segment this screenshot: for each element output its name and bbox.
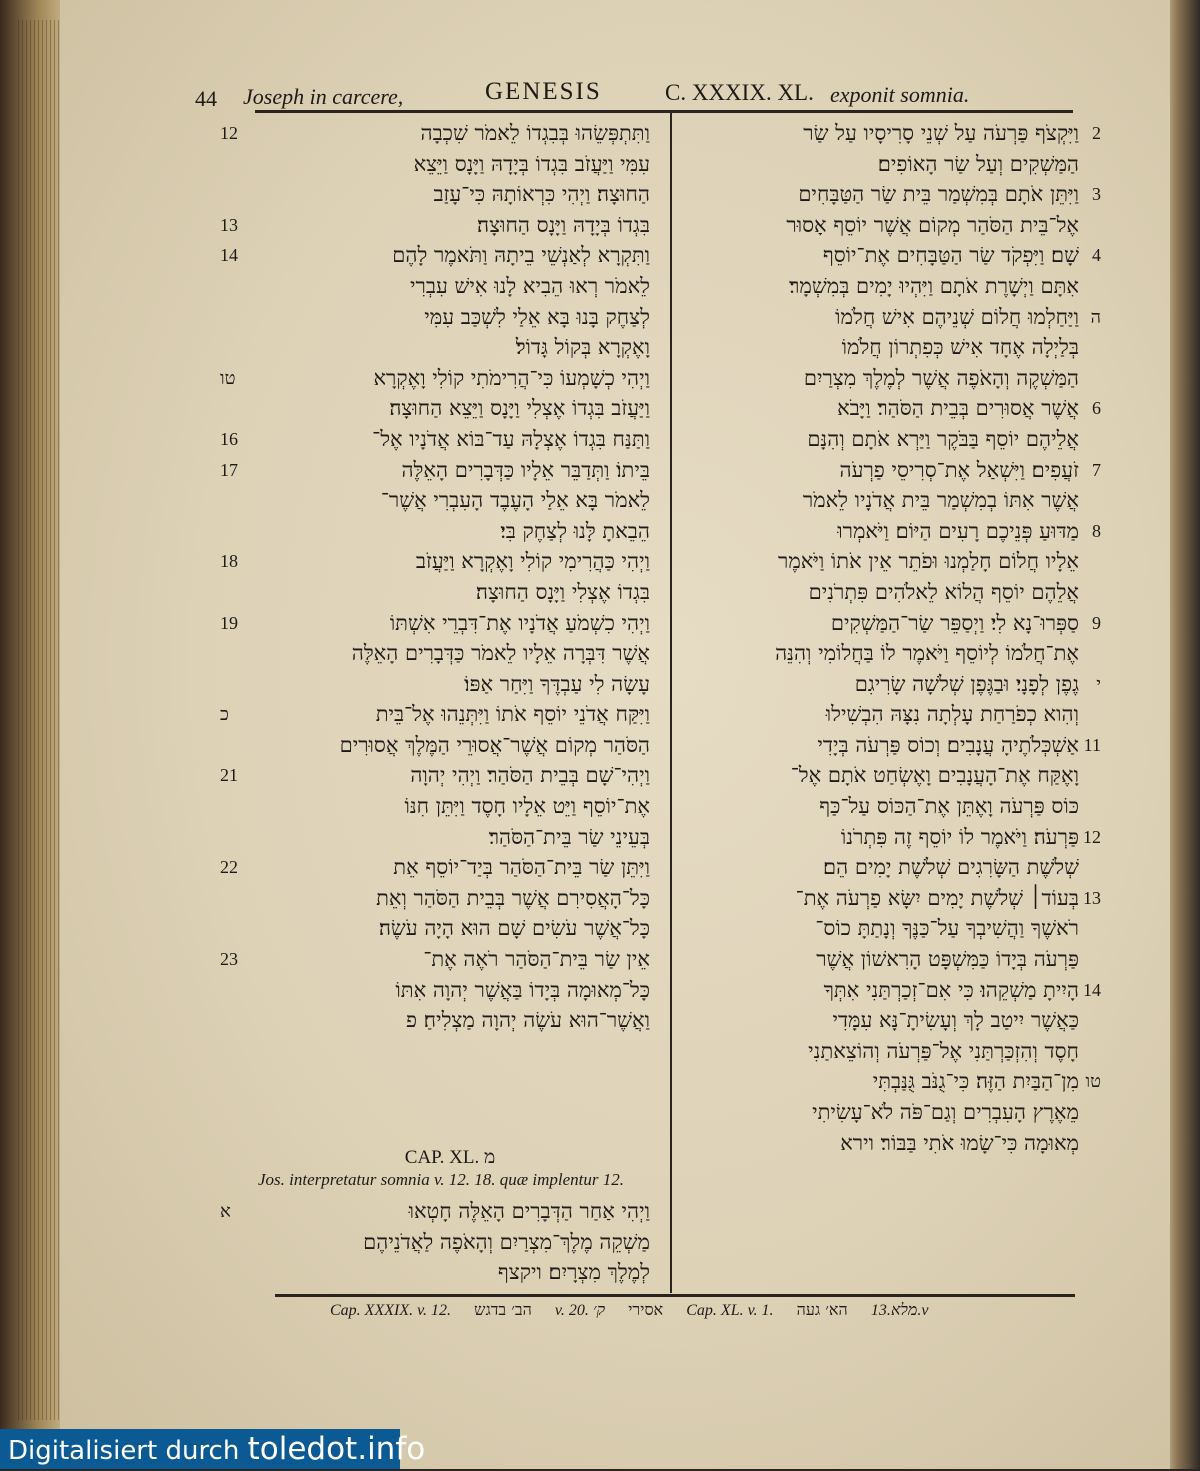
- text-line: [220, 852, 650, 883]
- verse-number: 8: [1092, 520, 1101, 541]
- text-line: [683, 883, 1101, 914]
- hebrew-text: וַיְהִי אַחַר הַדְּבָרִים הָאֵלֶּה חָטְאוּ: [408, 1199, 650, 1223]
- hebrew-text: וַיְהִי כַּהֲרִימִי קוֹלִי וָאֶקְרָא וַיַּעֲזֹב: [415, 549, 650, 574]
- text-line: [250, 669, 650, 700]
- text-line: [220, 118, 650, 149]
- text-line: [220, 1196, 650, 1227]
- verse-number: 7: [1092, 459, 1101, 480]
- text-line: [220, 455, 650, 486]
- running-header: [195, 74, 1035, 111]
- hebrew-text: וַתַּנַּח בִּגְדוֹ אֶצְלָהּ עַד־בּוֹא אֲדֹנָיו אֶל־: [372, 426, 650, 451]
- text-line: [683, 760, 1079, 791]
- hebrew-text: חָסֶד וְהִזְכַּרְתַּנִי אֶל־פַּרְעֹה וְהוֹצֵאתַנִי: [808, 1038, 1079, 1063]
- text-line: [683, 210, 1079, 241]
- footer-rule: [275, 1294, 1075, 1297]
- text-line: [683, 638, 1079, 669]
- watermark-site: toledot.info: [247, 1431, 426, 1467]
- text-line: [220, 424, 650, 455]
- verse-number: 22: [220, 857, 238, 878]
- digitization-watermark: [0, 1429, 426, 1469]
- verse-number: א: [220, 1201, 231, 1221]
- verse-number: 2: [1092, 123, 1101, 143]
- text-line: [683, 791, 1079, 822]
- text-line: [220, 240, 650, 271]
- hebrew-text: מֵאֶרֶץ הָעִבְרִים וְגַם־פֹּה לֹא־עָשִׂיתִי: [812, 1100, 1079, 1124]
- note-text: מלא.13.v: [870, 1302, 929, 1319]
- text-line: [683, 699, 1079, 730]
- verse-number: י: [1096, 673, 1101, 694]
- text-line: [220, 699, 650, 730]
- hebrew-text: אֶת־יוֹסֵף וַיֵּט אֵלָיו חָסֶד וַיִּתֵּן חִנּוֹ: [404, 794, 650, 819]
- text-line: [250, 577, 650, 608]
- text-line: [683, 240, 1101, 271]
- verse-number: 19: [220, 612, 238, 633]
- hebrew-text: אֲשֶׁר דִּבְּרָה אֵלָיו לֵאמֹר כַּדְּבָרִים הָאֵלֶּה: [351, 641, 650, 666]
- hebrew-text: וַיִּקַּח אֲדֹנֵי יוֹסֵף אֹתוֹ וַיִּתְּנֵהוּ אֶל־בֵּית: [375, 702, 650, 727]
- text-line: [683, 577, 1079, 608]
- verse-number: כ: [220, 704, 229, 725]
- hebrew-text: כּוֹס פַּרְעֹה וָאֶתֵּן אֶת־הַכּוֹס עַל־כַּף: [819, 794, 1079, 819]
- text-line: [683, 149, 1079, 180]
- verse-number: טו: [220, 367, 236, 388]
- text-line: [683, 669, 1101, 700]
- text-line: [250, 332, 650, 363]
- text-line: [683, 1005, 1079, 1036]
- hebrew-text: וַיַּחַלְמוּ חֲלוֹם שְׁנֵיהֶם אִישׁ חֲלֹמוֹ: [835, 304, 1079, 329]
- hebrew-text: סַפְּרוּ־נָא לִי׃ וַיְסַפֵּר שַׂר־הַמַּשְׁקִים: [830, 610, 1079, 635]
- verse-number: 23: [220, 949, 238, 970]
- text-line: [220, 210, 650, 241]
- verse-number: 12: [220, 123, 238, 143]
- hebrew-text: אֲשֶׁר אֲסוּרִים בְּבֵית הַסֹּהַר׃ וַיָּבֹא: [837, 396, 1079, 421]
- text-line: [683, 455, 1101, 486]
- text-line: [683, 332, 1079, 363]
- hebrew-text: וַיְהִי כְשָׁמְעוֹ כִּי־הֲרִימֹתִי קוֹלִי וָאֶקְרָא: [373, 365, 650, 390]
- right-running-title: exponit somnia.: [830, 82, 970, 107]
- text-line: [220, 944, 650, 975]
- hebrew-text: וַיְהִי כִשְׁמֹעַ אֲדֹנָיו אֶת־דִּבְרֵי אִשְׁתּוֹ: [389, 610, 650, 635]
- header-rule: [255, 110, 1073, 113]
- text-line: [683, 1097, 1079, 1128]
- right-text-column: [683, 118, 1101, 1293]
- hebrew-text: אֲלֵהֶם יוֹסֵף הֲלוֹא לֵאלֹהִים פִּתְרֹנִים: [808, 579, 1079, 604]
- text-line: [250, 1005, 650, 1036]
- hebrew-text: זֹעֲפִים׃ וַיִּשְׁאַל אֶת־סְרִיסֵי פַרְעֹה: [839, 457, 1079, 482]
- hebrew-text: כַּאֲשֶׁר יִיטַב לָךְ וְעָשִׂיתָ־נָּא עִמָּדִי: [832, 1008, 1079, 1033]
- hebrew-text: הַחוּצָה׃ וַיְהִי כִּרְאוֹתָהּ כִּי־עָזַב: [433, 182, 650, 207]
- verse-number: 6: [1092, 398, 1101, 419]
- hebrew-text: הַמַּשְׁקִים וְעַל שַׂר הָאוֹפִים׃: [877, 151, 1079, 176]
- verse-number: 13: [220, 214, 238, 235]
- text-line: [250, 302, 650, 333]
- left-running-title: Joseph in carcere,: [243, 84, 404, 109]
- chapter-range: C. XXXIX. XL.: [665, 80, 814, 105]
- hebrew-text: וַיִּקְצֹף פַּרְעֹה עַל שְׁנֵי סָרִיסָיו עַל שַׂר: [803, 121, 1079, 145]
- text-line: [683, 271, 1079, 302]
- hebrew-text: הַסֹּהַר מְקוֹם אֲשֶׁר־אֲסוּרֵי הַמֶּלֶךְ אֲסוּרִים: [339, 732, 650, 757]
- hebrew-text: מִן־הַבַּיִת הַזֶּה׃ כִּי־גֻנֹּב גֻּנַּבְתִּי: [872, 1069, 1079, 1094]
- text-line: [683, 1066, 1101, 1097]
- note-text: אסירי: [628, 1300, 664, 1319]
- hebrew-text: לְצַחֶק בָּנוּ בָּא אֵלַי לִשְׁכַּב עִמִּי: [424, 304, 650, 329]
- hebrew-text: אֵין שַׂר בֵּית־הַסֹּהַר רֹאֶה אֶת־: [423, 947, 650, 972]
- text-line: [683, 1036, 1079, 1067]
- hebrew-text: בְּעֵינֵי שַׂר בֵּית־הַסֹּהַר׃: [488, 824, 650, 849]
- hebrew-text: אֲשֶׁר אִתּוֹ בְמִשְׁמַר בֵּית אֲדֹנָיו לֵאמֹר: [802, 488, 1079, 513]
- text-line: [683, 118, 1101, 149]
- text-line: [250, 1227, 650, 1258]
- text-line: [250, 179, 650, 210]
- text-line: [220, 546, 650, 577]
- hebrew-text: מַדּוּעַ פְּנֵיכֶם רָעִים הַיּוֹם׃ וַיֹּאמְרוּ: [837, 518, 1079, 543]
- hebrew-text: וַיְהִי־שָׁם בְּבֵית הַסֹּהַר׃ וַיְהִי יְהוָה: [410, 763, 650, 788]
- verse-number: 11: [1083, 734, 1101, 755]
- column-divider: [670, 113, 672, 1293]
- hebrew-text: כָּל־אֲשֶׁר עֹשִׂים שָׁם הוּא הָיָה עֹשֶׂה׃: [378, 916, 650, 941]
- hebrew-text: אֶת־חֲלֹמוֹ לְיוֹסֵף וַיֹּאמֶר לוֹ בַּחֲלוֹמִי וְהִנֵּה: [775, 641, 1079, 666]
- book-cover-edge: [1166, 0, 1200, 1469]
- verse-number: 3: [1092, 184, 1101, 205]
- hebrew-text: שְׁלֹשֶׁת הַשָּׂרִגִים שְׁלֹשֶׁת יָמִים הֵם׃: [823, 855, 1079, 880]
- chapter-summary: Jos. interpretatur somnia v. 12. 18. quæ implentur 12.: [258, 1170, 624, 1189]
- hebrew-text: רֹאשֶׁךָ וַהֲשִׁיבְךָ עַל־כַּנֶּךָ וְנָתַתָּ כוֹס־: [815, 916, 1079, 941]
- hebrew-text: הָיִיתָ מַשְׁקֵהוּ׃ כִּי אִם־זְכַרְתַּנִי אִתְּךָ: [823, 977, 1079, 1002]
- hebrew-text: אֲלֵיהֶם יוֹסֵף בַּבֹּקֶר וַיַּרְא אֹתָם וְהִנָּם: [807, 426, 1079, 451]
- hebrew-text: הֵבֵאתָ לָּנוּ לְצַחֶק בִּי׃: [500, 518, 650, 543]
- text-line: [683, 1128, 1079, 1159]
- hebrew-text: עָשָׂה לִי עַבְדֶּךָ וַיִּחַר אַפּוֹ׃: [464, 671, 650, 696]
- text-line: [683, 424, 1079, 455]
- hebrew-text: אֵלָיו חֲלוֹם חָלַמְנוּ וּפֹתֵר אֵין אֹתוֹ וַיֹּאמֶר: [778, 549, 1079, 574]
- hebrew-text: בְּלַיְלָה אֶחָד אִישׁ כְּפִתְרוֹן חֲלֹמוֹ: [841, 335, 1079, 360]
- masorah-notes: [330, 1300, 1090, 1330]
- text-line: [250, 149, 650, 180]
- verse-number: 14: [1083, 979, 1101, 1000]
- text-line: [250, 791, 650, 822]
- verse-number: 17: [220, 459, 238, 480]
- verse-number: 14: [220, 245, 238, 266]
- hebrew-text: לֵאמֹר בָּא אֵלַי הָעֶבֶד הָעִבְרִי אֲשֶׁר־: [380, 488, 650, 513]
- hebrew-text: וַיִּתֵּן שַׂר בֵּית־הַסֹּהַר בְּיַד־יוֹסֵף אֵת: [393, 855, 650, 880]
- note-ref: Cap. XXXIX. v. 12.: [330, 1302, 452, 1319]
- hebrew-text: מַשְׁקֵה מֶלֶךְ־מִצְרַיִם וְהָאֹפֶה לַאֲדֹנֵיהֶם: [363, 1229, 650, 1254]
- verse-number: 12: [1083, 826, 1101, 847]
- page-stack-edge: [0, 0, 64, 1469]
- text-line: [683, 913, 1079, 944]
- text-line: [220, 760, 650, 791]
- text-line: [683, 975, 1101, 1006]
- hebrew-text: אֶל־בֵּית הַסֹּהַר מְקוֹם אֲשֶׁר יוֹסֵף אָסוּר: [786, 212, 1079, 237]
- hebrew-text: לֵאמֹר רְאוּ הֵבִיא לָנוּ אִישׁ עִבְרִי: [410, 273, 650, 298]
- verse-number: 16: [220, 428, 238, 449]
- text-line: [220, 608, 650, 639]
- text-line: [683, 363, 1079, 394]
- left-text-column: [220, 118, 650, 1293]
- chapter-heading: CAP. XL. מ: [404, 1147, 496, 1168]
- text-line: [250, 913, 650, 944]
- text-line: [250, 271, 650, 302]
- verse-number: 21: [220, 765, 238, 786]
- text-line: [683, 516, 1101, 547]
- hebrew-text: וַיַּעֲזֹב בִּגְדוֹ אֶצְלִי וַיָּנָס וַיֵּצֵא הַחוּצָה׃: [389, 396, 650, 421]
- verse-number: 4: [1092, 245, 1101, 266]
- hebrew-text: בִּגְדוֹ בְּיָדָהּ וַיָּנָס הַחוּצָה׃: [477, 212, 650, 237]
- hebrew-text: לְמֶלֶךְ מִצְרָיִם׃ ויקצף: [497, 1260, 650, 1285]
- text-line: [250, 393, 650, 424]
- text-line: [250, 975, 650, 1006]
- text-line: [683, 393, 1101, 424]
- hebrew-text: בִּגְדוֹ אֶצְלִי וַיָּנָס הַחוּצָה׃: [475, 579, 650, 604]
- hebrew-text: כָּל־הָאֲסִירִם אֲשֶׁר בְּבֵית הַסֹּהַר וְאֵת: [376, 885, 650, 910]
- text-line: [250, 516, 650, 547]
- hebrew-text: אַשְׁכְּלֹתֶיהָ עֲנָבִים׃ וְכוֹס פַּרְעֹה בְּיָדִי: [817, 732, 1079, 757]
- page-number: 44: [195, 86, 217, 111]
- text-line: [250, 638, 650, 669]
- hebrew-text: גֶפֶן לְפָנָי׃ וּבַגֶּפֶן שְׁלֹשָׁה שָׂרִיגִם: [854, 671, 1079, 696]
- hebrew-text: וַתִּקְרָא לְאַנְשֵׁי בֵיתָהּ וַתֹּאמֶר לָהֶם: [392, 243, 650, 268]
- text-line: [683, 730, 1101, 761]
- text-line: [220, 363, 650, 394]
- text-line: [683, 822, 1101, 853]
- hebrew-text: וְהִוא כְפֹרַחַת עָלְתָה נִצָּהּ הִבְשִׁילוּ: [825, 702, 1079, 727]
- verse-number: ה: [1090, 306, 1101, 327]
- note-ref: Cap. XL. v. 1.: [686, 1302, 774, 1319]
- hebrew-text: בְּעוֹד׀ שְׁלֹשֶׁת יָמִים יִשָּׂא פַרְעֹה אֶת־: [795, 885, 1079, 910]
- verse-number: 9: [1092, 612, 1101, 633]
- hebrew-text: כָּל־מְאוּמָה בְּיָדוֹ בַּאֲשֶׁר יְהוָה אִתּוֹ: [395, 977, 650, 1002]
- text-line: [683, 852, 1079, 883]
- note-text: הב׳ בדגש: [474, 1300, 532, 1319]
- book-title: GENESIS: [485, 78, 602, 105]
- text-line: [683, 179, 1101, 210]
- note-ref: v. 20. ק׳: [554, 1302, 606, 1319]
- hebrew-text: וָאֶקְרָא בְּקוֹל גָּדוֹל׃: [515, 335, 650, 360]
- text-line: [250, 730, 650, 761]
- hebrew-text: פַּרְעֹה בְּיָדוֹ כַּמִּשְׁפָּט הָרִאשׁוֹן אֲשֶׁר: [816, 947, 1079, 972]
- hebrew-text: מְאוּמָה כִּי־שָׂמוּ אֹתִי בַּבּוֹר׃ וירא: [840, 1130, 1079, 1155]
- hebrew-text: שָׁם׃ וַיִּפְקֹד שַׂר הַטַּבָּחִים אֶת־יוֹסֵף: [822, 243, 1079, 268]
- hebrew-text: וַתִּתְפְּשֵׂהוּ בְּבִגְדוֹ לֵאמֹר שִׁכְבָה: [420, 121, 650, 145]
- hebrew-text: עִמִּי וַיַּעֲזֹב בִּגְדוֹ בְּיָדָהּ וַיָּנָס וַיֵּצֵא: [413, 151, 650, 176]
- note-text: הא׳ געה: [796, 1300, 848, 1319]
- verse-number: טו: [1085, 1071, 1101, 1092]
- verse-number: 18: [220, 551, 238, 572]
- text-line: [683, 944, 1079, 975]
- text-line: [683, 302, 1101, 333]
- hebrew-text: אִתָּם וַיְשָׁרֶת אֹתָם וַיִּהְיוּ יָמִים בְּמִשְׁמָר׃: [789, 273, 1079, 298]
- hebrew-text: וַאֲשֶׁר־הוּא עֹשֶׂה יְהוָה מַצְלִיחַ׃ פ: [405, 1008, 650, 1033]
- hebrew-text: פַּרְעֹה׃ וַיֹּאמֶר לוֹ יוֹסֵף זֶה פִּתְרֹנוֹ: [840, 824, 1079, 849]
- text-line: [250, 1257, 650, 1288]
- hebrew-text: וָאֶקַּח אֶת־הָעֲנָבִים וָאֶשְׂחַט אֹתָם אֶל־: [790, 763, 1079, 788]
- text-line: [683, 608, 1101, 639]
- hebrew-text: הַמַּשְׁקֶה וְהָאֹפֶה אֲשֶׁר לְמֶלֶךְ מִצְרַיִם: [803, 365, 1079, 390]
- text-line: [250, 822, 650, 853]
- text-line: [250, 883, 650, 914]
- hebrew-text: וַיִּתֵּן אֹתָם בְּמִשְׁמַר בֵּית שַׂר הַטַּבָּחִים: [798, 182, 1079, 207]
- verse-number: 13: [1083, 887, 1101, 908]
- text-line: [683, 485, 1079, 516]
- chapter-40-opening: [220, 1196, 650, 1296]
- watermark-prefix: Digitalisiert durch: [8, 1436, 240, 1466]
- text-line: [250, 485, 650, 516]
- hebrew-text: בֵּיתוֹ׃ וַתְּדַבֵּר אֵלָיו כַּדְּבָרִים הָאֵלֶּה: [401, 457, 650, 482]
- text-line: [683, 546, 1079, 577]
